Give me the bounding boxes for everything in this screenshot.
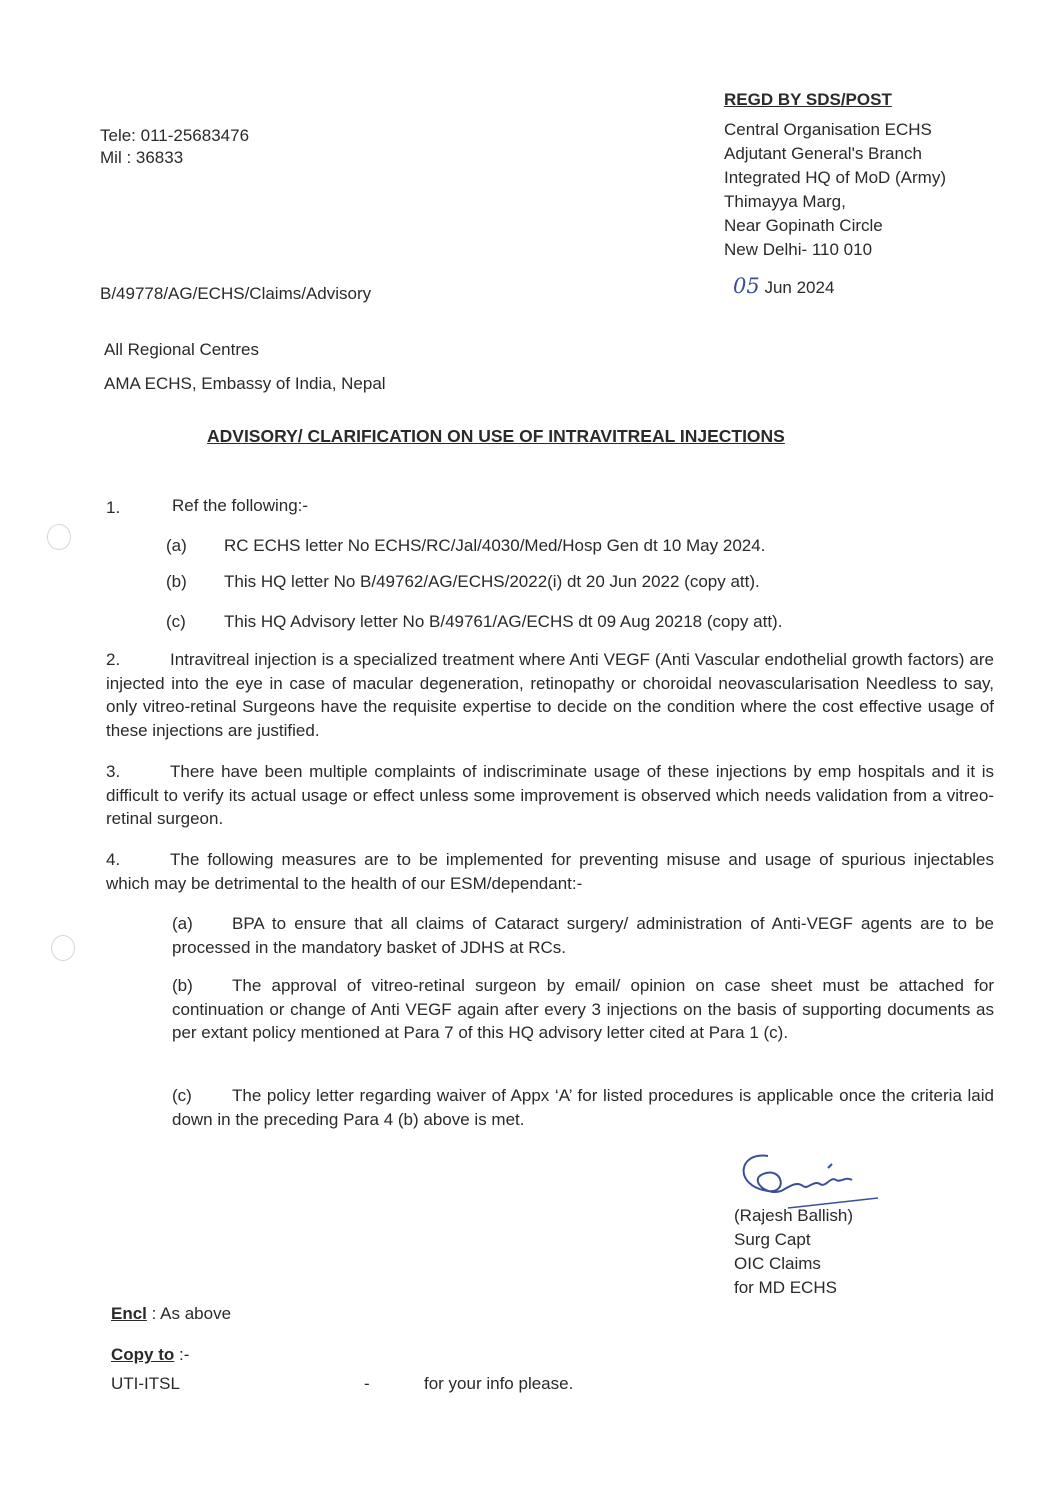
- address-line: Adjutant General's Branch: [724, 144, 922, 163]
- ref-label: (a): [166, 536, 187, 555]
- ref-text: This HQ Advisory letter No B/49761/AG/ECHS dt 09 Aug 20218 (copy att).: [224, 612, 783, 631]
- signatory-name: (Rajesh Ballish): [734, 1206, 854, 1225]
- measure-b: [172, 974, 994, 1045]
- subject-heading: ADVISORY/ CLARIFICATION ON USE OF INTRAVITREAL INJECTIONS: [207, 426, 785, 446]
- ref-text: This HQ letter No B/49762/AG/ECHS/2022(i) dt 20 Jun 2022 (copy att).: [224, 572, 760, 591]
- copy-recipient: UTI-ITSL: [111, 1374, 180, 1393]
- sender-address: [724, 118, 946, 262]
- measure-label: (c): [172, 1086, 192, 1105]
- para-4-text: The following measures are to be implemented for preventing misuse and usage of spurious injectables which may be detrimental to the health of our ESM/dependant:-: [106, 850, 994, 893]
- para-2-text: Intravitreal injection is a specialized treatment where Anti VEGF (Anti Vascular endothelial growth factors) are injected into the eye in case of macular degeneration, retinopathy or choroidal neovascularisation Needless to say, only vitreo-retinal Surgeons have the requisite expertise to decide on the condition where the cost effective usage of these injections are justified.: [106, 650, 994, 740]
- ref-label: (c): [166, 612, 186, 631]
- para-4: [106, 848, 994, 895]
- para-3: [106, 760, 994, 831]
- measure-text: The approval of vitreo-retinal surgeon by email/ opinion on case sheet must be attached for continuation or change of Anti VEGF again after every 3 injections on the basis of supporting documents as per extant policy mentioned at Para 7 of this HQ advisory letter cited at Para 1 (c).: [172, 976, 994, 1042]
- ref-item-c: [166, 610, 782, 634]
- punch-hole-top: [47, 524, 71, 550]
- measure-text: The policy letter regarding waiver of Appx ‘A’ for listed procedures is applicable once the criteria laid down in the preceding Para 4 (b) above is met.: [172, 1086, 994, 1129]
- measure-label: (a): [172, 914, 193, 933]
- ref-item-b: [166, 570, 760, 594]
- punch-hole-bottom: [51, 935, 75, 961]
- ref-item-a: [166, 534, 765, 558]
- date-month-year: Jun 2024: [764, 278, 835, 297]
- signatory-appointment: OIC Claims: [734, 1254, 821, 1273]
- enclosure-value: : As above: [146, 1304, 232, 1323]
- para-1-number: 1.: [106, 498, 121, 517]
- para-2: [106, 648, 994, 742]
- registered-post-label: REGD BY SDS/POST: [724, 90, 892, 109]
- enclosure-label: Encl: [111, 1304, 147, 1323]
- file-reference: B/49778/AG/ECHS/Claims/Advisory: [100, 284, 372, 303]
- date-day-handwritten: 05: [733, 274, 760, 298]
- address-line: Thimayya Marg,: [724, 192, 846, 211]
- ref-text: RC ECHS letter No ECHS/RC/Jal/4030/Med/Hosp Gen dt 10 May 2024.: [224, 536, 766, 555]
- para-3-number: 3.: [106, 762, 121, 781]
- copy-note: for your info please.: [424, 1374, 574, 1393]
- para-2-number: 2.: [106, 650, 121, 669]
- measure-label: (b): [172, 976, 193, 995]
- measure-text: BPA to ensure that all claims of Cataract surgery/ administration of Anti-VEGF agents are to be processed in the mandatory basket of JDHS at RCs.: [172, 914, 994, 957]
- enclosure-line: [111, 1302, 231, 1326]
- copy-to-suffix: :-: [174, 1345, 190, 1364]
- address-line: Integrated HQ of MoD (Army): [724, 168, 947, 187]
- copy-dash: -: [364, 1374, 370, 1393]
- military-number: Mil : 36833: [100, 148, 184, 167]
- signatory-for: for MD ECHS: [734, 1278, 837, 1297]
- address-line: Near Gopinath Circle: [724, 216, 883, 235]
- address-line: New Delhi- 110 010: [724, 240, 873, 259]
- measure-a: [172, 912, 994, 959]
- signatory-rank: Surg Capt: [734, 1230, 811, 1249]
- para-4-number: 4.: [106, 850, 121, 869]
- addressee: AMA ECHS, Embassy of India, Nepal: [104, 374, 386, 393]
- measure-c: [172, 1084, 994, 1131]
- telephone-number: Tele: 011-25683476: [100, 126, 250, 145]
- para-1-text: Ref the following:-: [172, 496, 309, 515]
- letter-date: [733, 274, 834, 300]
- signature-block: [734, 1204, 853, 1300]
- copy-to-label: Copy to: [111, 1345, 175, 1364]
- para-3-text: There have been multiple complaints of indiscriminate usage of these injections by emp hospitals and it is difficult to verify its actual usage or effect unless some improvement is observed which needs validation from a vitreo-retinal surgeon.: [106, 762, 994, 828]
- copy-to-line: [111, 1343, 189, 1367]
- address-line: Central Organisation ECHS: [724, 120, 932, 139]
- addressee: All Regional Centres: [104, 340, 259, 359]
- ref-label: (b): [166, 572, 187, 591]
